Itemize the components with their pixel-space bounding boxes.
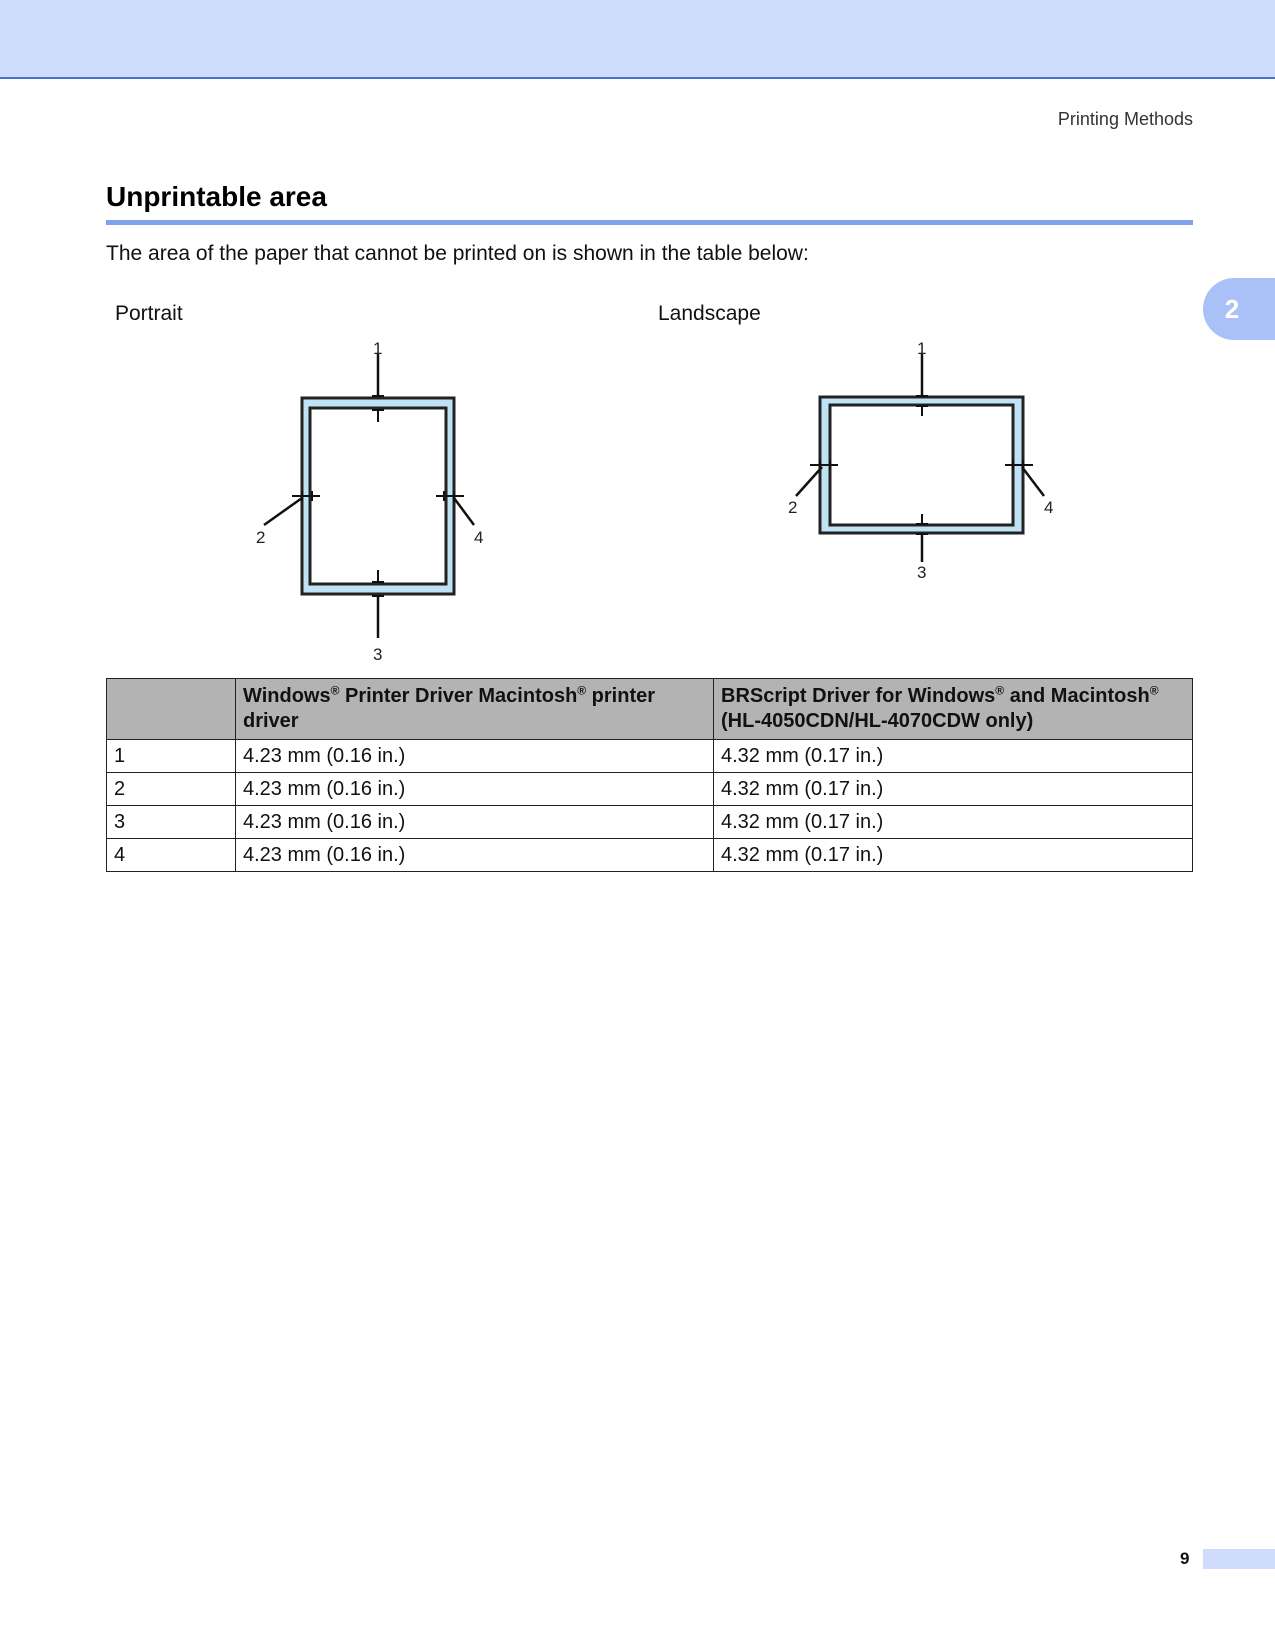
page-number: 9	[1180, 1549, 1190, 1568]
portrait-marker-2: 2	[256, 528, 266, 547]
windows-driver-value: 4.23 mm (0.16 in.)	[236, 773, 714, 806]
landscape-marker-2: 2	[788, 498, 798, 517]
brscript-driver-value: 4.32 mm (0.17 in.)	[714, 806, 1193, 839]
landscape-diagram	[770, 340, 1080, 590]
header-cell-brscript-driver: BRScript Driver for Windows® and Macintosh® (HL-4050CDN/HL-4070CDW only)	[714, 679, 1193, 740]
row-label: 4	[107, 839, 236, 872]
unprintable-area-table	[106, 678, 1193, 872]
title-rule	[106, 220, 1193, 225]
header-cell-blank	[107, 679, 236, 740]
brscript-driver-value: 4.32 mm (0.17 in.)	[714, 839, 1193, 872]
landscape-marker-4: 4	[1044, 498, 1054, 517]
row-label: 2	[107, 773, 236, 806]
windows-driver-value: 4.23 mm (0.16 in.)	[236, 806, 714, 839]
running-header: Printing Methods	[1057, 109, 1193, 129]
section-title: Unprintable area	[106, 181, 327, 212]
windows-driver-value: 4.23 mm (0.16 in.)	[236, 839, 714, 872]
table-row	[107, 740, 1193, 773]
brscript-driver-value: 4.32 mm (0.17 in.)	[714, 740, 1193, 773]
table-row	[107, 806, 1193, 839]
portrait-marker-4: 4	[474, 528, 484, 547]
windows-driver-value: 4.23 mm (0.16 in.)	[236, 740, 714, 773]
portrait-printable-area	[310, 408, 446, 584]
footer-band	[1203, 1549, 1275, 1569]
header-cell-windows-driver: Windows® Printer Driver Macintosh® printer driver	[236, 679, 714, 740]
landscape-marker-1: 1	[917, 339, 927, 358]
top-banner	[0, 0, 1275, 79]
table-row	[107, 773, 1193, 806]
table-row	[107, 839, 1193, 872]
brscript-driver-value: 4.32 mm (0.17 in.)	[714, 773, 1193, 806]
row-label: 1	[107, 740, 236, 773]
intro-text: The area of the paper that cannot be printed on is shown in the table below:	[106, 242, 809, 265]
portrait-diagram	[240, 339, 500, 664]
portrait-paper-illustration	[240, 339, 500, 664]
landscape-label: Landscape	[658, 302, 761, 325]
row-label: 3	[107, 806, 236, 839]
landscape-marker-3: 3	[917, 563, 927, 582]
portrait-marker-3: 3	[373, 645, 383, 664]
landscape-paper-illustration	[770, 340, 1080, 590]
chapter-tab[interactable]: 2	[1203, 278, 1275, 340]
portrait-marker-1: 1	[373, 339, 383, 358]
landscape-printable-area	[830, 405, 1013, 525]
portrait-label: Portrait	[115, 302, 183, 325]
table-header-row	[107, 679, 1193, 740]
